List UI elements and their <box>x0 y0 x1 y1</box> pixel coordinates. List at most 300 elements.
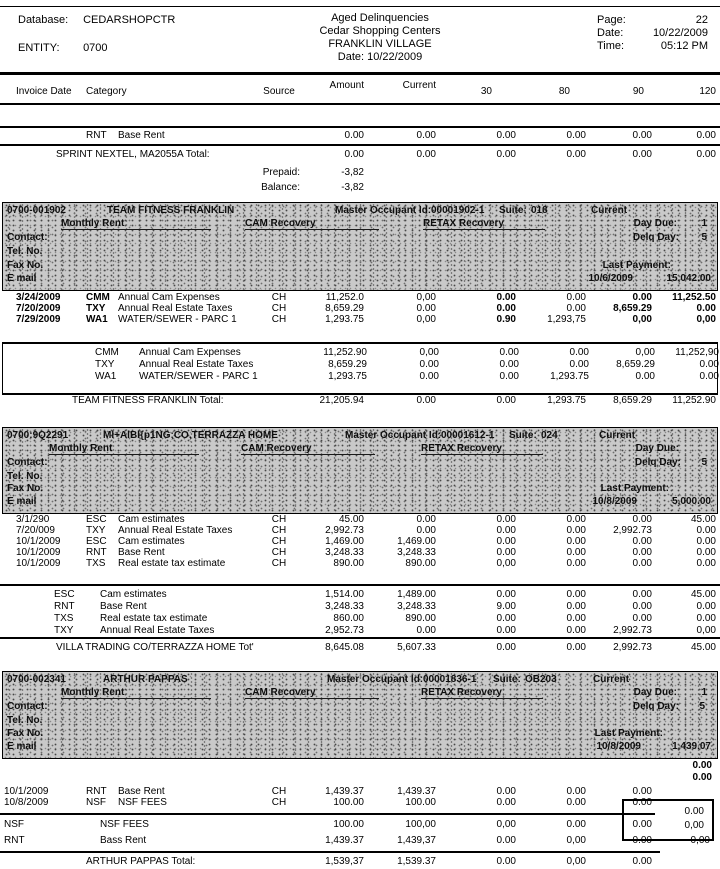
last-payment-amount: 1,439.07 <box>672 741 711 752</box>
table-row <box>0 525 720 536</box>
table-row <box>0 797 720 808</box>
email-label: E mail <box>7 273 37 284</box>
cell-amount: 860.00 <box>333 613 364 624</box>
cell-current: 890.00 <box>405 613 436 624</box>
cell-category-desc: Real estate tax estimate <box>100 613 208 624</box>
cell-30: 0.00 <box>499 371 519 382</box>
retax-recovery-label: RETAX Recovery <box>421 443 543 455</box>
cell-80: 0.00 <box>569 359 589 370</box>
cell-amount: 3,248.33 <box>325 547 364 558</box>
col-category: Category <box>86 86 127 97</box>
cell-current: 0.00 <box>416 149 436 160</box>
cell-30: 0.00 <box>496 525 516 536</box>
last-payment-label: Last Payment: <box>602 260 671 271</box>
occupant-id: 00001612-1 <box>441 430 495 441</box>
page-label: Page: <box>597 14 626 26</box>
cell-90: 2,992.73 <box>613 625 652 636</box>
col-80: 80 <box>558 86 570 97</box>
retax-recovery-label: RETAX Recovery <box>423 218 545 230</box>
cell-amount: 1,469.00 <box>325 536 364 547</box>
cell-amount: 0.00 <box>344 130 364 141</box>
tel-label: Tel. No. <box>7 715 43 726</box>
cell-30: 0.00 <box>496 613 516 624</box>
cell-category-desc: Annual Real Estate Taxes <box>118 303 233 314</box>
last-payment-label: Last Payment: <box>594 728 663 739</box>
total-label: VILLA TRADING CO/TERRAZZA HOME Tot' <box>56 642 254 653</box>
cell-current: 0.00 <box>419 359 439 370</box>
cell-90: 0.00 <box>632 514 652 525</box>
cell-80: 1,293.75 <box>547 395 586 406</box>
cell-category-code: NSF <box>86 797 106 808</box>
cell-80: 0,00 <box>566 835 586 846</box>
cell-90: 0.00 <box>632 130 652 141</box>
cam-recovery-label: CAM Recovery <box>245 687 379 699</box>
cell-source: CH <box>271 525 287 536</box>
cell-amount: 1,293.75 <box>325 314 364 325</box>
suite-value: 018 <box>531 205 548 216</box>
total-label: TEAM FITNESS FRANKLIN Total: <box>72 395 224 406</box>
cell-category-desc: Base Rent <box>118 130 165 141</box>
cell-120 <box>652 786 720 797</box>
cell-category-code: WA1 <box>95 371 117 382</box>
summary-row <box>0 589 720 601</box>
cell-90: 0.00 <box>632 536 652 547</box>
tenant-id: 0700-002341 <box>7 674 66 685</box>
cell-category-desc: Base Rent <box>118 786 165 797</box>
last-payment-label: Last Payment: <box>600 483 669 494</box>
cell-current: 1,539.37 <box>397 856 436 867</box>
cell-category-code: RNT <box>54 601 75 612</box>
cell-amount: 45.00 <box>338 514 364 525</box>
cell-120: 0,00 <box>696 625 716 636</box>
cell-80: 1,293.75 <box>550 371 589 382</box>
cell-category-code: TXY <box>54 625 74 636</box>
tenant2-detail-rows <box>0 514 720 569</box>
delq-day-label: Delq Day: <box>632 701 679 712</box>
current-label: Current <box>593 674 630 685</box>
cell-current: 0.00 <box>416 514 436 525</box>
cell-amount: 2,992.73 <box>325 525 364 536</box>
monthly-rent-label: Monthly Rent <box>49 443 199 455</box>
delq-day-value: 5 <box>701 457 707 468</box>
carryover-value: 0.00 <box>692 772 712 783</box>
tenant1-summary-box <box>2 342 718 395</box>
cell-current: 100.00 <box>405 797 436 808</box>
cell-category-code: TXS <box>54 613 74 624</box>
tenant-header-block <box>2 202 718 291</box>
database-label: Database: <box>18 14 69 26</box>
table-row <box>0 786 720 797</box>
cell-source <box>258 130 300 141</box>
last-payment-date: 10/6/2009 <box>588 273 633 284</box>
cell-amount: 1,293.75 <box>328 371 367 382</box>
tenant-name: ARTHUR PAPPAS <box>103 674 188 685</box>
cell-30: 0.00 <box>496 547 516 558</box>
cell-category-code: WA1 <box>86 314 108 325</box>
cell-30: 0.00 <box>496 514 516 525</box>
cell-amount: 21,205.94 <box>319 395 364 406</box>
cell-120: 45.00 <box>690 589 716 600</box>
delq-day-label: Delq Day: <box>632 232 679 243</box>
cell-category-desc: Cam estimates <box>118 514 185 525</box>
tenant-id: 0700:9Q2291 <box>7 430 69 441</box>
cell-80: 0.00 <box>566 601 586 612</box>
cell-amount: 3,248.33 <box>325 601 364 612</box>
tenant2-summary-rows <box>0 589 720 637</box>
cell-120: 0.00 <box>699 359 719 370</box>
cell-120: 0.00 <box>696 303 716 314</box>
day-due-value: 1 <box>701 687 707 698</box>
cell-90: 8,659.29 <box>613 303 652 314</box>
tenant-header-block <box>2 671 718 759</box>
cell-category-code: RNT <box>86 786 107 797</box>
cell-category-desc: Cam estimates <box>118 536 185 547</box>
cell-30: 0.00 <box>496 395 516 406</box>
contact-label: Contact: <box>7 701 48 712</box>
cell-90: 0.00 <box>632 292 652 303</box>
cell-source: CH <box>271 514 287 525</box>
print-time-label: Time: <box>597 40 625 52</box>
cell-90: 2,992.73 <box>613 642 652 653</box>
summary-row <box>0 601 720 613</box>
entity-field <box>18 42 108 54</box>
cell-category-desc: Annual Cam Expenses <box>118 292 220 303</box>
cell-120: 11,252,90 <box>675 347 719 358</box>
email-label: E mail <box>7 496 37 507</box>
cell-category-code: TXY <box>95 359 115 370</box>
cell-80: 0.00 <box>569 347 589 358</box>
tenant-header-block <box>2 427 718 514</box>
cell-source: CH <box>271 786 287 797</box>
cell-30: 0,00 <box>496 558 516 569</box>
print-time-value: 05:12 PM <box>660 40 708 52</box>
retax-recovery-label: RETAX Recovery <box>421 687 543 699</box>
cell-80: 0.00 <box>566 525 586 536</box>
suite-label: Suite: <box>499 205 527 216</box>
cell-current: 0,00 <box>416 292 436 303</box>
cell-category-desc: NSF FEES <box>118 797 167 808</box>
cell-30: 0.00 <box>496 797 516 808</box>
cell-source: CH <box>271 314 287 325</box>
cell-amount: 1,439.37 <box>325 835 364 846</box>
table-row <box>0 130 720 141</box>
occupant-label: Master Occupant Id: <box>345 430 442 441</box>
divider <box>0 851 660 853</box>
cell-30: 0.00 <box>496 130 516 141</box>
day-due-label: Day Due: <box>635 443 679 454</box>
day-due-label: Day Due: <box>633 687 677 698</box>
cell-current: 890.00 <box>405 558 436 569</box>
cell-category-code: NSF <box>4 819 24 830</box>
cell-amount: 11,252.0 <box>325 292 364 303</box>
cell-current: 0.00 <box>416 130 436 141</box>
cell-120: 0.00 <box>696 149 716 160</box>
cell-80: 1,293,75 <box>547 314 586 325</box>
cell-30: 0.00 <box>496 835 516 846</box>
occupant-id: 00001836-1 <box>423 674 477 685</box>
cell-current: 0.00 <box>419 371 439 382</box>
cell-120: 0.00 <box>696 525 716 536</box>
cell-90: 8,659.29 <box>613 395 652 406</box>
cell-90: 0,00 <box>632 314 652 325</box>
cell-90: 0.00 <box>632 149 652 160</box>
cell-80: 0.00 <box>566 536 586 547</box>
divider <box>0 72 720 75</box>
carryover-value: 0.00 <box>692 760 712 771</box>
summary-row <box>3 347 717 359</box>
cell-80: 0.00 <box>566 797 586 808</box>
cell-amount: 2,952.73 <box>325 625 364 636</box>
tenant1-total-row <box>0 395 720 407</box>
suite-value: OB203 <box>525 674 557 685</box>
cell-30: 0.00 <box>496 856 516 867</box>
balance-value: -3,82 <box>341 182 364 193</box>
last-payment-amount: 15,042.00 <box>666 273 711 284</box>
cell-amount: 8,645.08 <box>325 642 364 653</box>
cell-invoice-date: 10/1/2009 <box>16 536 61 547</box>
last-payment-date: 10/8/2009 <box>596 741 641 752</box>
cell-120: 45.00 <box>690 514 716 525</box>
col-invoice-date: Invoice Date <box>16 86 72 97</box>
prepaid-label: Prepaid: <box>262 167 300 178</box>
cell-category-code: TXS <box>86 558 106 569</box>
cell-80: 0.00 <box>566 292 586 303</box>
cell-30: 0.00 <box>496 303 516 314</box>
cell-80: 0.00 <box>566 625 586 636</box>
cell-invoice-date: 7/20/2009 <box>16 303 61 314</box>
cell-category-code: ESC <box>86 536 107 547</box>
cell-30: 0.00 <box>496 642 516 653</box>
print-date-value: 10/22/2009 <box>652 27 708 39</box>
tenant3-detail-rows <box>0 786 720 808</box>
cell-80: 0.00 <box>566 303 586 314</box>
cell-amount: 100.00 <box>333 797 364 808</box>
cell-category-desc: Annual Cam Expenses <box>139 347 241 358</box>
sprint-total-row <box>0 149 720 161</box>
cell-current: 1,439.37 <box>397 786 436 797</box>
cell-90: 2,992.73 <box>613 525 652 536</box>
cell-120: 0.00 <box>696 558 716 569</box>
cell-category-desc: NSF FEES <box>100 819 149 830</box>
table-row <box>0 558 720 569</box>
table-row <box>0 292 720 303</box>
col-120: 120 <box>699 86 716 97</box>
balance-label: Balance: <box>261 182 300 193</box>
contact-label: Contact: <box>7 457 48 468</box>
contact-label: Contact: <box>7 232 48 243</box>
cell-30: 0.00 <box>499 347 519 358</box>
cell-current: 1,489.00 <box>397 589 436 600</box>
cell-30: 0.90 <box>496 314 516 325</box>
report-company: Cedar Shopping Centers <box>319 25 441 37</box>
cell-80: 0.00 <box>566 589 586 600</box>
cell-30: 0,00 <box>496 819 516 830</box>
box-value: 0.00 <box>684 806 704 817</box>
monthly-rent-label: Monthly Rent <box>61 687 211 699</box>
fax-label: Fax No. <box>7 260 44 271</box>
cell-30: 0.00 <box>496 786 516 797</box>
current-label: Current <box>591 205 628 216</box>
table-row <box>0 303 720 314</box>
day-due-value: 1 <box>701 218 707 229</box>
cell-30: 0.00 <box>496 292 516 303</box>
cell-invoice-date: 10/1/2009 <box>16 547 61 558</box>
cell-category-desc: Base Rent <box>118 547 165 558</box>
fax-label: Fax No. <box>7 728 44 739</box>
cell-category-code: ESC <box>86 514 107 525</box>
tenant-id: 0700-001902 <box>7 205 66 216</box>
report-title: Aged Delinquencies <box>331 12 429 24</box>
cell-90: 0.00 <box>632 856 652 867</box>
cell-amount: 11,252.90 <box>323 347 367 358</box>
cell-90: 0.00 <box>632 786 652 797</box>
cell-invoice-date: 10/1/2009 <box>4 786 49 797</box>
cell-invoice-date: 7/20/009 <box>16 525 55 536</box>
cell-80: 0.00 <box>566 130 586 141</box>
cell-current: 3,248.33 <box>397 601 436 612</box>
cell-category-desc: WATER/SEWER - PARC 1 <box>118 314 237 325</box>
cell-category-desc: Annual Real Estate Taxes <box>139 359 254 370</box>
summary-row <box>3 371 717 383</box>
cell-30: 9.00 <box>496 601 516 612</box>
database-field <box>18 14 175 26</box>
tenant3-total-row <box>0 856 720 868</box>
cell-80: 0,00 <box>566 856 586 867</box>
cell-category-desc: Real estate tax estimate <box>118 558 226 569</box>
cell-current: 0.00 <box>416 625 436 636</box>
cell-category-desc: Annual Real Estate Taxes <box>118 525 233 536</box>
cell-120: 11,252.50 <box>672 292 716 303</box>
intro-detail-rows <box>0 130 720 141</box>
page-value: 22 <box>695 14 708 26</box>
cell-invoice-date: 10/1/2009 <box>16 558 61 569</box>
prepaid-row <box>0 167 364 178</box>
tenant1-detail-rows <box>0 292 720 325</box>
cell-invoice-date: 7/29/2009 <box>16 314 61 325</box>
cell-category-code: TXY <box>86 303 106 314</box>
cell-invoice-date <box>0 130 74 141</box>
cell-source: CH <box>271 797 287 808</box>
box-value: 0,00 <box>684 820 704 831</box>
cell-30: 0.00 <box>496 625 516 636</box>
cell-invoice-date: 3/24/2009 <box>16 292 61 303</box>
occupant-id: 00001902-1 <box>431 205 485 216</box>
cell-120: 45.00 <box>690 642 716 653</box>
cell-90: 0,00 <box>635 347 655 358</box>
cell-category-desc: Cam estimates <box>100 589 167 600</box>
occupant-label: Master Occupant Id: <box>335 205 432 216</box>
col-30: 30 <box>480 86 492 97</box>
cell-amount: 0.00 <box>344 149 364 160</box>
column-header-row <box>0 80 720 97</box>
email-label: E mail <box>7 741 37 752</box>
suite-label: Suite: <box>509 430 537 441</box>
cell-90: 0.00 <box>632 819 652 830</box>
summary-row <box>3 359 717 371</box>
day-due-label: Day Due: <box>633 218 677 229</box>
cell-120: 0.00 <box>696 547 716 558</box>
cell-90: 0.00 <box>632 835 652 846</box>
summary-row <box>0 613 720 625</box>
cell-current: 3,248.33 <box>397 547 436 558</box>
cell-120: 0.00 <box>696 536 716 547</box>
divider <box>0 637 720 639</box>
report-title-block <box>250 12 510 64</box>
cell-invoice-date: 3/1/290 <box>16 514 50 525</box>
divider <box>0 103 720 105</box>
cell-80: 0.00 <box>566 819 586 830</box>
monthly-rent-label: Monthly Rent <box>61 218 211 230</box>
cell-80: 0.00 <box>566 149 586 160</box>
summary-row <box>0 817 720 833</box>
summary-row <box>0 833 720 849</box>
entity-value: 0700 <box>83 42 108 54</box>
table-row <box>0 536 720 547</box>
cell-category-code: RNT <box>86 130 107 141</box>
balance-row <box>0 182 364 193</box>
cell-120 <box>652 856 720 868</box>
cell-category-desc: WATER/SEWER - PARC 1 <box>139 371 258 382</box>
cell-current: 1,469.00 <box>397 536 436 547</box>
report-property: FRANKLIN VILLAGE <box>328 38 432 50</box>
cell-80: 0.00 <box>566 514 586 525</box>
cell-category-code: TXY <box>86 525 106 536</box>
suite-value: 024 <box>541 430 558 441</box>
cell-category-code: ESC <box>54 589 75 600</box>
cell-120: 0.00 <box>696 130 716 141</box>
entity-label: ENTITY: <box>18 42 60 54</box>
occupant-label: Master Occupant Id: <box>327 674 424 685</box>
divider <box>0 813 655 815</box>
cell-current: 100,00 <box>405 819 436 830</box>
tenant-name: TEAM FITNESS FRANKLIN <box>107 205 235 216</box>
last-payment-date: 10/8/2009 <box>592 496 637 507</box>
divider <box>0 144 720 146</box>
cell-current: 0.00 <box>416 395 436 406</box>
cell-90: 8,659.29 <box>616 359 655 370</box>
cell-current: 0.00 <box>416 303 436 314</box>
last-payment-amount: 5,000.00 <box>672 496 711 507</box>
cell-amount: 1,539,37 <box>325 856 364 867</box>
col-current: Current <box>402 80 436 91</box>
total-label: SPRINT NEXTEL, MA2055A Total: <box>56 149 210 160</box>
cell-90: 0.00 <box>632 797 652 808</box>
cell-80: 0.00 <box>566 558 586 569</box>
cell-80: 0.00 <box>566 613 586 624</box>
cell-category-desc: Base Rent <box>100 601 147 612</box>
cell-current: 1,439,37 <box>397 835 436 846</box>
cell-category-desc: Bass Rent <box>100 835 147 846</box>
summary-row <box>0 625 720 637</box>
cell-80: 0.00 <box>566 642 586 653</box>
print-date-label: Date: <box>597 27 624 39</box>
cell-120 <box>652 817 720 833</box>
tenant-name: Ml+AlBl{p1NG;CO,TERRAZZA HOME <box>103 430 278 441</box>
tenant3-summary-rows <box>0 817 720 849</box>
cell-source: CH <box>271 558 287 569</box>
suite-label: Suite: <box>493 674 521 685</box>
cell-category-code: CMM <box>86 292 110 303</box>
delq-day-value: 5 <box>701 232 707 243</box>
fax-label: Fax No. <box>7 483 44 494</box>
cell-category-desc: Annual Real Estate Taxes <box>100 625 215 636</box>
cell-category-code: RNT <box>86 547 107 558</box>
cell-80: 0.00 <box>566 547 586 558</box>
cell-120: 0,00 <box>690 835 710 846</box>
tel-label: Tel. No. <box>7 471 43 482</box>
cam-recovery-label: CAM Recovery <box>241 443 375 455</box>
total-label: ARTHUR PAPPAS Total: <box>86 856 196 867</box>
